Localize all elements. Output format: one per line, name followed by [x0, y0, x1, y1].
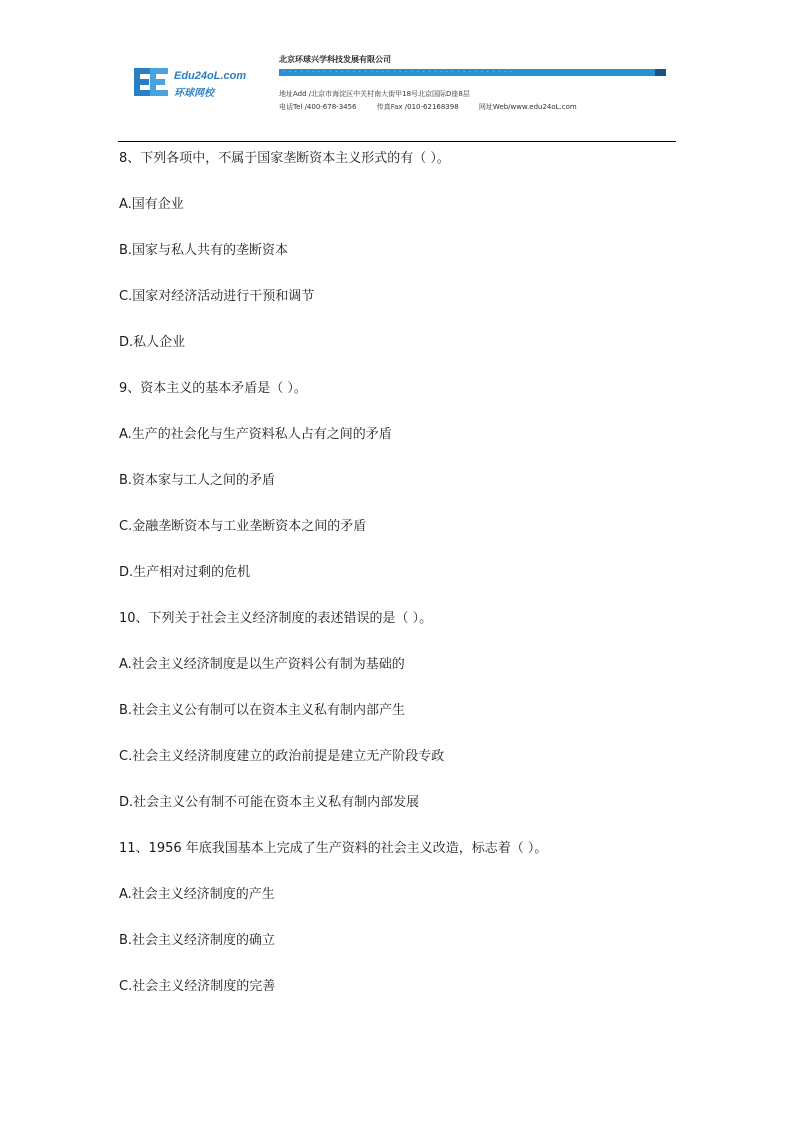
logo-text-cn: 环球网校 [174, 88, 214, 99]
option-text: C.金融垄断资本与工业垄断资本之间的矛盾 [119, 519, 367, 534]
option-text: A.社会主义经济制度是以生产资料公有制为基础的 [119, 657, 405, 672]
option-text: B.社会主义经济制度的确立 [119, 933, 276, 948]
option-text: C.社会主义经济制度的完善 [119, 979, 276, 994]
header-color-bar [279, 69, 666, 76]
question-stem: 8、下列各项中，不属于国家垄断资本主义形式的有（ ）。 [119, 151, 450, 166]
question-stem: 10、下列关于社会主义经济制度的表述错误的是（ ）。 [119, 611, 433, 626]
company-name: 北京环球兴学科技发展有限公司 [279, 55, 391, 64]
option-text: B.社会主义公有制可以在资本主义私有制内部产生 [119, 703, 406, 718]
option-text: D.私人企业 [119, 335, 186, 350]
page-header [0, 0, 794, 145]
logo-text-en: Edu24oL.com [174, 70, 247, 82]
header-divider [118, 141, 676, 142]
option-text: B.资本家与工人之间的矛盾 [119, 473, 276, 488]
option-text: C.社会主义经济制度建立的政治前提是建立无产阶段专政 [119, 749, 445, 764]
edu24ol-logo-icon [132, 64, 172, 100]
question-stem: 11、1956 年底我国基本上完成了生产资料的社会主义改造，标志着（ ）。 [119, 841, 548, 856]
header-bar-dots: · · · · · · · · · · · · · · · · · · · · · · · · · · · · · · · · · · · · · · · · [283, 69, 513, 76]
company-address: 地址Add /北京市海淀区中关村南大街甲18号北京国际D座8层 [279, 90, 470, 98]
question-list [119, 149, 679, 1023]
option-text: B.国家与私人共有的垄断资本 [119, 243, 289, 258]
option-text: D.社会主义公有制不可能在资本主义私有制内部发展 [119, 795, 420, 810]
option-text: D.生产相对过剩的危机 [119, 565, 251, 580]
option-text: A.生产的社会化与生产资料私人占有之间的矛盾 [119, 427, 392, 442]
question-stem: 9、资本主义的基本矛盾是（ ）。 [119, 381, 307, 396]
company-contact [279, 102, 595, 112]
company-logo [132, 64, 247, 102]
option-text: C.国家对经济活动进行干预和调节 [119, 289, 315, 304]
option-text: A.社会主义经济制度的产生 [119, 887, 275, 902]
company-tel: 电话Tel /400-678-3456 [279, 103, 357, 111]
option-text: A.国有企业 [119, 197, 184, 212]
company-web: 网址Web/www.edu24oL.com [478, 103, 577, 111]
company-fax: 传真Fax /010-62168398 [376, 103, 459, 111]
